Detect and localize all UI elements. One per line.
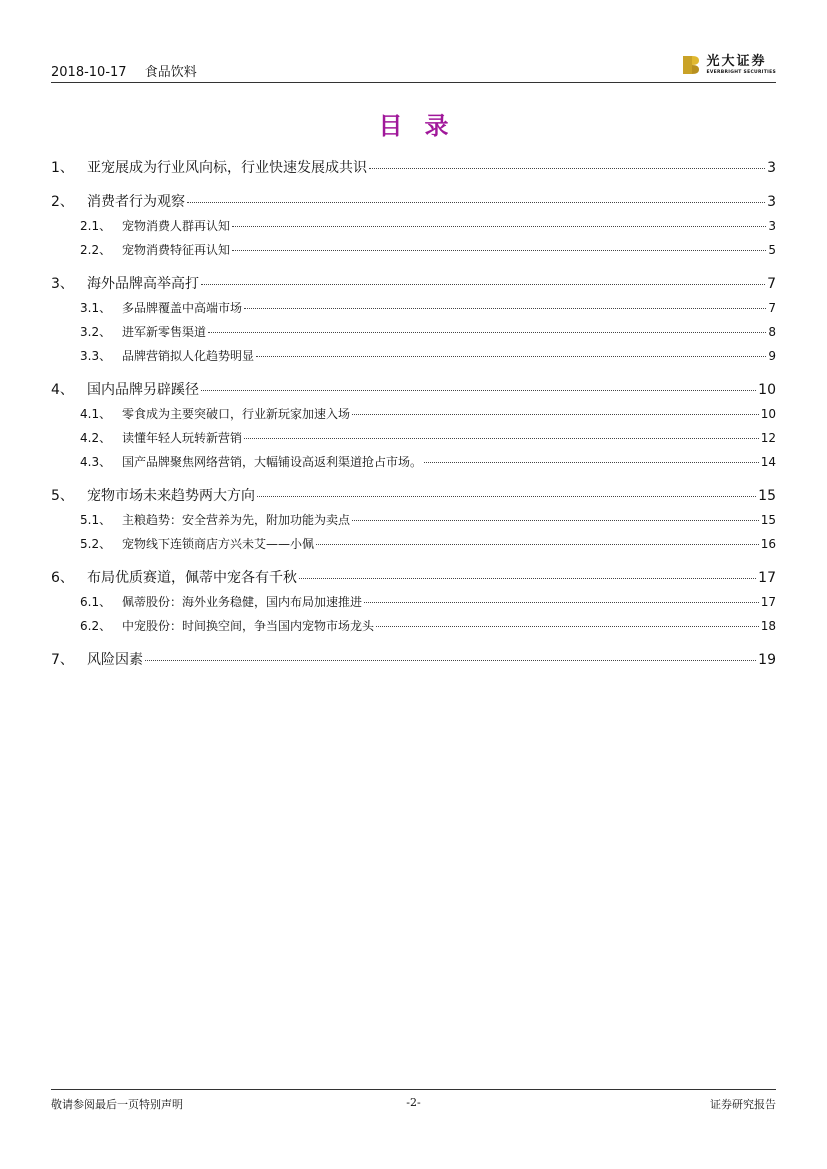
toc-entry-number: 7、 (51, 652, 74, 668)
toc-entry-number: 3.2、 (80, 325, 112, 339)
toc-page-number[interactable]: 15 (760, 513, 776, 527)
toc-page-number[interactable]: 17 (758, 570, 776, 586)
toc-page-number[interactable]: 16 (760, 537, 776, 551)
toc-dot-leader (208, 332, 766, 333)
toc-entry-number: 2.1、 (80, 219, 112, 233)
toc-page-number[interactable]: 7 (768, 301, 776, 315)
toc-dot-leader (299, 578, 756, 579)
logo-chinese-name: 光大证券 (706, 53, 767, 69)
header-info (51, 61, 211, 80)
page-header (51, 52, 776, 82)
toc-title: 目录 (378, 111, 471, 140)
toc-entry[interactable] (51, 485, 776, 505)
toc-dot-leader (352, 414, 759, 415)
toc-entry-number: 6.1、 (80, 595, 112, 609)
toc-page-number[interactable]: 19 (758, 652, 776, 668)
toc-entry-title[interactable]: 多品牌覆盖中高端市场 (122, 301, 243, 315)
toc-entry-title[interactable]: 国产品牌聚焦网络营销，大幅铺设高返利渠道抢占市场。 (122, 455, 423, 469)
toc-entry-title[interactable]: 读懂年轻人玩转新营销 (122, 431, 243, 445)
table-of-contents (51, 157, 776, 669)
toc-dot-leader (244, 308, 766, 309)
toc-page-number[interactable]: 15 (758, 488, 776, 504)
toc-page-number[interactable]: 8 (768, 325, 776, 339)
toc-entry-title[interactable]: 海外品牌高举高打 (87, 276, 199, 292)
toc-page-number[interactable]: 10 (758, 382, 776, 398)
toc-page-number[interactable]: 5 (768, 243, 776, 257)
toc-entry[interactable] (51, 273, 776, 293)
toc-entry-title[interactable]: 布局优质赛道，佩蒂中宠各有千秋 (87, 570, 297, 586)
toc-page-number[interactable]: 3 (768, 219, 776, 233)
toc-subentry[interactable] (51, 299, 776, 317)
toc-dot-leader (369, 168, 765, 169)
toc-page-number[interactable]: 3 (767, 160, 776, 176)
toc-entry[interactable] (51, 379, 776, 399)
toc-page-number[interactable]: 7 (767, 276, 776, 292)
toc-entry-number: 4、 (51, 382, 74, 398)
sector-label: 食品饮料 (144, 65, 197, 80)
toc-page-number[interactable]: 17 (760, 595, 776, 609)
toc-entry[interactable] (51, 567, 776, 587)
toc-entry-title[interactable]: 品牌营销拟人化趋势明显 (122, 349, 255, 363)
toc-subentry[interactable] (51, 405, 776, 423)
toc-subentry[interactable] (51, 429, 776, 447)
logo-english-name: EVERBRIGHT SECURITIES (706, 69, 776, 75)
toc-entry-number: 5.1、 (80, 513, 112, 527)
toc-subentry[interactable] (51, 617, 776, 635)
toc-page-number[interactable]: 12 (760, 431, 776, 445)
toc-entry-number: 6、 (51, 570, 74, 586)
toc-entry[interactable] (51, 649, 776, 669)
toc-dot-leader (244, 438, 759, 439)
toc-entry[interactable] (51, 191, 776, 211)
toc-entry-number: 3.1、 (80, 301, 112, 315)
toc-entry-number: 1、 (51, 160, 74, 176)
toc-entry-title[interactable]: 进军新零售渠道 (122, 325, 207, 339)
toc-dot-leader (201, 284, 765, 285)
toc-entry-title[interactable]: 宠物消费特征再认知 (122, 243, 231, 257)
toc-dot-leader (364, 602, 759, 603)
toc-entry-number: 4.3、 (80, 455, 112, 469)
toc-entry-title[interactable]: 零食成为主要突破口，行业新玩家加速入场 (122, 407, 351, 421)
toc-page-number[interactable]: 14 (760, 455, 776, 469)
toc-entry-title[interactable]: 宠物市场未来趋势两大方向 (87, 488, 255, 504)
report-date: 2018-10-17 (51, 65, 127, 80)
footer-disclaimer: 敬请参阅最后一页特别声明 (51, 1098, 183, 1111)
toc-dot-leader (352, 520, 759, 521)
toc-subentry[interactable] (51, 241, 776, 259)
toc-entry-title[interactable]: 宠物消费人群再认知 (122, 219, 231, 233)
toc-entry[interactable] (51, 157, 776, 177)
toc-dot-leader (256, 356, 766, 357)
toc-dot-leader (232, 226, 766, 227)
toc-entry-number: 2.2、 (80, 243, 112, 257)
toc-dot-leader (201, 390, 756, 391)
footer-divider (51, 1089, 776, 1090)
toc-subentry[interactable] (51, 535, 776, 553)
toc-entry-number: 4.1、 (80, 407, 112, 421)
toc-entry-title[interactable]: 亚宠展成为行业风向标，行业快速发展成共识 (87, 160, 367, 176)
toc-subentry[interactable] (51, 347, 776, 365)
toc-subentry[interactable] (51, 217, 776, 235)
toc-page-number[interactable]: 9 (768, 349, 776, 363)
toc-subentry[interactable] (51, 323, 776, 341)
toc-entry-title[interactable]: 国内品牌另辟蹊径 (87, 382, 199, 398)
page-number: -2- (406, 1096, 421, 1109)
header-divider (51, 82, 776, 83)
toc-entry-title[interactable]: 主粮趋势：安全营养为先，附加功能为卖点 (122, 513, 351, 527)
toc-dot-leader (257, 496, 756, 497)
toc-entry-number: 2、 (51, 194, 74, 210)
toc-dot-leader (232, 250, 766, 251)
toc-entry-number: 4.2、 (80, 431, 112, 445)
toc-entry-number: 6.2、 (80, 619, 112, 633)
toc-entry-title[interactable]: 佩蒂股份：海外业务稳健，国内布局加速推进 (122, 595, 363, 609)
toc-entry-number: 5、 (51, 488, 74, 504)
toc-entry-title[interactable]: 风险因素 (87, 652, 143, 668)
toc-entry-number: 5.2、 (80, 537, 112, 551)
toc-subentry[interactable] (51, 511, 776, 529)
toc-entry-number: 3.3、 (80, 349, 112, 363)
toc-subentry[interactable] (51, 593, 776, 611)
toc-entry-number: 3、 (51, 276, 74, 292)
toc-dot-leader (145, 660, 756, 661)
report-type: 证券研究报告 (710, 1098, 776, 1111)
toc-dot-leader (316, 544, 759, 545)
toc-page-number[interactable]: 18 (760, 619, 776, 633)
toc-entry-title[interactable]: 宠物线下连锁商店方兴未艾——小佩 (122, 537, 315, 551)
toc-subentry[interactable] (51, 453, 776, 471)
toc-dot-leader (424, 462, 759, 463)
toc-entry-title[interactable]: 消费者行为观察 (87, 194, 185, 210)
toc-entry-title[interactable]: 中宠股份：时间换空间，争当国内宠物市场龙头 (122, 619, 375, 633)
toc-page-number[interactable]: 3 (767, 194, 776, 210)
everbright-logo-icon (682, 55, 700, 75)
company-logo (682, 52, 776, 78)
toc-dot-leader (187, 202, 765, 203)
toc-page-number[interactable]: 10 (760, 407, 776, 421)
toc-dot-leader (376, 626, 759, 627)
